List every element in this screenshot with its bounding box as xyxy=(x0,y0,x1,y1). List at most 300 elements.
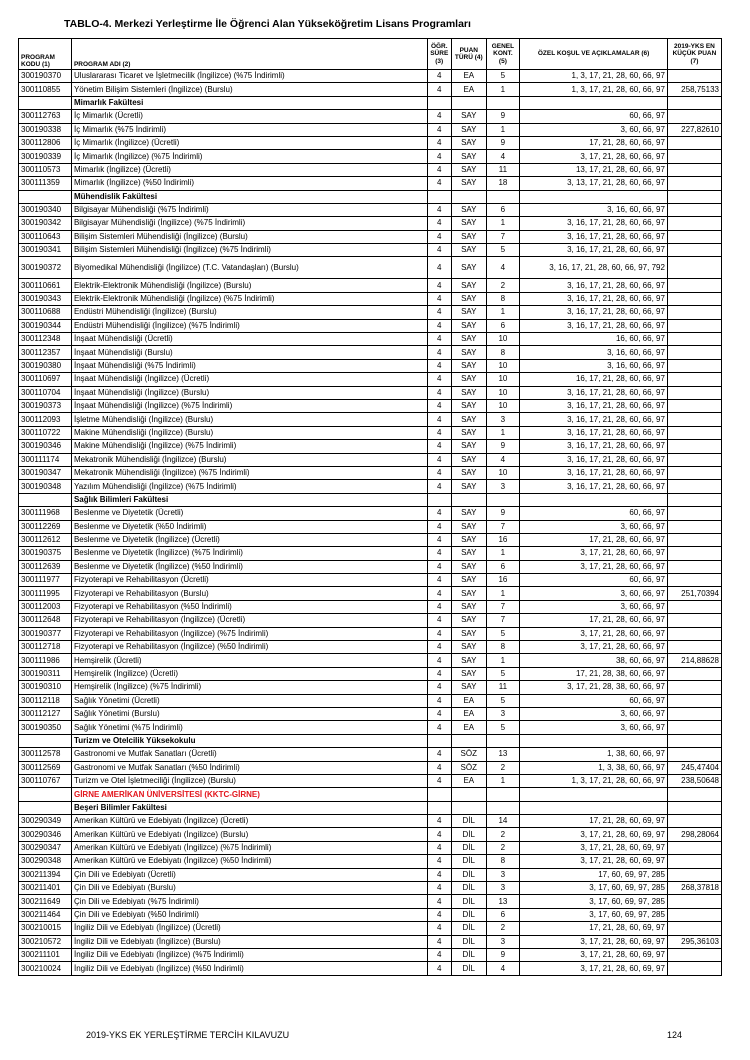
table-body xyxy=(19,70,722,976)
empty-cell xyxy=(520,734,668,747)
program-code: 300111986 xyxy=(19,654,72,667)
program-code: 300110704 xyxy=(19,386,72,399)
min-score xyxy=(667,681,721,694)
faculty-name: Beşeri Bilimler Fakültesi xyxy=(71,801,427,814)
header-quota: GENEL KONT. (5) xyxy=(486,39,520,70)
score-type: SAY xyxy=(451,681,486,694)
program-code: 300190348 xyxy=(19,480,72,493)
program-duration: 4 xyxy=(427,292,451,305)
special-conditions: 3, 16, 17, 21, 28, 60, 66, 97 xyxy=(520,453,668,466)
program-code: 300190380 xyxy=(19,359,72,372)
score-type: EA xyxy=(451,70,486,83)
header-duration: ÖĞR. SÜRE (3) xyxy=(427,39,451,70)
program-duration: 4 xyxy=(427,841,451,854)
general-quota: 8 xyxy=(486,641,520,654)
min-score xyxy=(667,333,721,346)
footer-guide-title: 2019-YKS EK YERLEŞTİRME TERCİH KILAVUZU xyxy=(86,1030,290,1040)
program-duration: 4 xyxy=(427,70,451,83)
min-score xyxy=(667,507,721,520)
faculty-name: Mimarlık Fakültesi xyxy=(71,96,427,109)
special-conditions: 3, 60, 66, 97 xyxy=(520,520,668,533)
program-name: Bilgisayar Mühendisliği (İngilizce) (%75 İndirimli) xyxy=(71,217,427,230)
table-row xyxy=(19,257,722,279)
min-score xyxy=(667,319,721,332)
program-name: Sağlık Yönetimi (Burslu) xyxy=(71,707,427,720)
min-score: 295,36103 xyxy=(667,935,721,948)
empty-cell xyxy=(667,190,721,203)
program-duration: 4 xyxy=(427,520,451,533)
program-name: İç Mimarlık (%75 İndirimli) xyxy=(71,123,427,136)
program-code: 300210572 xyxy=(19,935,72,948)
table-row xyxy=(19,841,722,854)
table-row xyxy=(19,600,722,613)
program-name: İnşaat Mühendisliği (Ücretli) xyxy=(71,333,427,346)
table-row xyxy=(19,641,722,654)
program-name: Amerikan Kültürü ve Edebiyatı (İngilizce) (Burslu) xyxy=(71,828,427,841)
table-row xyxy=(19,230,722,243)
program-duration: 4 xyxy=(427,177,451,190)
min-score xyxy=(667,177,721,190)
score-type: SAY xyxy=(451,533,486,546)
special-conditions: 1, 3, 17, 21, 28, 60, 66, 97 xyxy=(520,83,668,96)
empty-cell xyxy=(520,493,668,506)
general-quota: 8 xyxy=(486,292,520,305)
general-quota: 1 xyxy=(486,123,520,136)
program-duration: 4 xyxy=(427,373,451,386)
special-conditions: 60, 66, 97 xyxy=(520,694,668,707)
program-code: 300110688 xyxy=(19,306,72,319)
empty-cell xyxy=(486,788,520,801)
min-score xyxy=(667,279,721,292)
program-name: Fizyoterapi ve Rehabilitasyon (İngilizce) (%50 İndirimli) xyxy=(71,641,427,654)
score-type: DİL xyxy=(451,922,486,935)
program-name: Yönetim Bilişim Sistemleri (İngilizce) (Burslu) xyxy=(71,83,427,96)
score-type: SAY xyxy=(451,466,486,479)
general-quota: 5 xyxy=(486,667,520,680)
special-conditions: 60, 66, 97 xyxy=(520,110,668,123)
program-duration: 4 xyxy=(427,257,451,279)
empty-cell xyxy=(19,493,72,506)
score-type: DİL xyxy=(451,855,486,868)
empty-cell xyxy=(520,788,668,801)
table-row xyxy=(19,440,722,453)
program-duration: 4 xyxy=(427,908,451,921)
score-type: DİL xyxy=(451,962,486,975)
score-type: SAY xyxy=(451,333,486,346)
special-conditions: 3, 16, 17, 21, 28, 60, 66, 97 xyxy=(520,440,668,453)
special-conditions: 17, 21, 28, 60, 66, 97 xyxy=(520,614,668,627)
min-score xyxy=(667,547,721,560)
program-code: 300110661 xyxy=(19,279,72,292)
table-row xyxy=(19,667,722,680)
program-code: 300112093 xyxy=(19,413,72,426)
table-row xyxy=(19,70,722,83)
table-row xyxy=(19,882,722,895)
program-duration: 4 xyxy=(427,279,451,292)
special-conditions: 16, 17, 21, 28, 60, 66, 97 xyxy=(520,373,668,386)
min-score xyxy=(667,230,721,243)
program-duration: 4 xyxy=(427,426,451,439)
program-name: İnşaat Mühendisliği (%75 İndirimli) xyxy=(71,359,427,372)
empty-cell xyxy=(451,493,486,506)
score-type: SAY xyxy=(451,480,486,493)
program-code: 300190344 xyxy=(19,319,72,332)
special-conditions: 3, 16, 17, 21, 28, 60, 66, 97 xyxy=(520,319,668,332)
table-row xyxy=(19,908,722,921)
empty-cell xyxy=(520,801,668,814)
program-code: 300112269 xyxy=(19,520,72,533)
general-quota: 7 xyxy=(486,600,520,613)
general-quota: 10 xyxy=(486,399,520,412)
faculty-name: Mühendislik Fakültesi xyxy=(71,190,427,203)
min-score xyxy=(667,533,721,546)
empty-cell xyxy=(451,734,486,747)
general-quota: 14 xyxy=(486,815,520,828)
program-code: 300110697 xyxy=(19,373,72,386)
empty-cell xyxy=(427,190,451,203)
special-conditions: 17, 60, 69, 97, 285 xyxy=(520,868,668,881)
table-row xyxy=(19,962,722,975)
special-conditions: 16, 60, 66, 97 xyxy=(520,333,668,346)
general-quota: 2 xyxy=(486,922,520,935)
special-conditions: 3, 16, 17, 21, 28, 60, 66, 97 xyxy=(520,480,668,493)
min-score xyxy=(667,815,721,828)
program-name: İngiliz Dili ve Edebiyatı (İngilizce) (Ücretli) xyxy=(71,922,427,935)
program-code: 300190339 xyxy=(19,150,72,163)
program-duration: 4 xyxy=(427,600,451,613)
program-code: 300112118 xyxy=(19,694,72,707)
general-quota: 10 xyxy=(486,373,520,386)
min-score xyxy=(667,426,721,439)
program-code: 300112127 xyxy=(19,707,72,720)
empty-cell xyxy=(451,190,486,203)
table-row xyxy=(19,855,722,868)
program-name: Makine Mühendisliği (İngilizce) (Burslu) xyxy=(71,426,427,439)
general-quota: 10 xyxy=(486,359,520,372)
program-duration: 4 xyxy=(427,319,451,332)
score-type: DİL xyxy=(451,935,486,948)
table-row xyxy=(19,203,722,216)
table-row xyxy=(19,935,722,948)
general-quota: 9 xyxy=(486,949,520,962)
min-score xyxy=(667,574,721,587)
score-type: SAY xyxy=(451,453,486,466)
program-name: İnşaat Mühendisliği (İngilizce) (%75 İndirimli) xyxy=(71,399,427,412)
program-duration: 4 xyxy=(427,547,451,560)
table-row xyxy=(19,453,722,466)
program-name: Beslenme ve Diyetetik (İngilizce) (%50 İndirimli) xyxy=(71,560,427,573)
general-quota: 13 xyxy=(486,748,520,761)
program-code: 300190338 xyxy=(19,123,72,136)
special-conditions: 3, 16, 17, 21, 28, 60, 66, 97 xyxy=(520,306,668,319)
general-quota: 8 xyxy=(486,855,520,868)
program-duration: 4 xyxy=(427,203,451,216)
general-quota: 5 xyxy=(486,627,520,640)
program-name: Elektrik-Elektronik Mühendisliği (İngilizce) (%75 İndirimli) xyxy=(71,292,427,305)
general-quota: 7 xyxy=(486,520,520,533)
program-code: 300112357 xyxy=(19,346,72,359)
program-code: 300110722 xyxy=(19,426,72,439)
program-name: Fizyoterapi ve Rehabilitasyon (%50 İndirimli) xyxy=(71,600,427,613)
program-code: 300111995 xyxy=(19,587,72,600)
general-quota: 1 xyxy=(486,654,520,667)
program-name: Sağlık Yönetimi (%75 İndirimli) xyxy=(71,721,427,734)
score-type: SAY xyxy=(451,373,486,386)
general-quota: 8 xyxy=(486,346,520,359)
program-name: İç Mimarlık (Ücretli) xyxy=(71,110,427,123)
table-row xyxy=(19,399,722,412)
program-duration: 4 xyxy=(427,707,451,720)
program-name: Bilgisayar Mühendisliği (%75 İndirimli) xyxy=(71,203,427,216)
general-quota: 6 xyxy=(486,319,520,332)
general-quota: 7 xyxy=(486,230,520,243)
min-score xyxy=(667,627,721,640)
program-name: İnşaat Mühendisliği (İngilizce) (Ücretli) xyxy=(71,373,427,386)
empty-cell xyxy=(451,801,486,814)
score-type: SAY xyxy=(451,279,486,292)
empty-cell xyxy=(19,190,72,203)
general-quota: 11 xyxy=(486,681,520,694)
program-duration: 4 xyxy=(427,748,451,761)
program-name: Sağlık Yönetimi (Ücretli) xyxy=(71,694,427,707)
min-score: 214,88628 xyxy=(667,654,721,667)
program-code: 300290347 xyxy=(19,841,72,854)
program-name: İngiliz Dili ve Edebiyatı (İngilizce) (%75 İndirimli) xyxy=(71,949,427,962)
min-score xyxy=(667,641,721,654)
program-duration: 4 xyxy=(427,110,451,123)
special-conditions: 3, 17, 21, 28, 60, 69, 97 xyxy=(520,855,668,868)
program-name: Fizyoterapi ve Rehabilitasyon (İngilizce) (Ücretli) xyxy=(71,614,427,627)
min-score xyxy=(667,922,721,935)
program-code: 300190372 xyxy=(19,257,72,279)
general-quota: 6 xyxy=(486,203,520,216)
table-row xyxy=(19,507,722,520)
special-conditions: 3, 17, 21, 28, 60, 69, 97 xyxy=(520,949,668,962)
program-duration: 4 xyxy=(427,440,451,453)
score-type: SAY xyxy=(451,319,486,332)
program-duration: 4 xyxy=(427,828,451,841)
program-name: Mekatronik Mühendisliği (İngilizce) (%75 İndirimli) xyxy=(71,466,427,479)
general-quota: 1 xyxy=(486,547,520,560)
program-duration: 4 xyxy=(427,587,451,600)
program-name: Yazılım Mühendisliği (İngilizce) (%75 İndirimli) xyxy=(71,480,427,493)
program-code: 300112648 xyxy=(19,614,72,627)
special-conditions: 3, 60, 66, 97 xyxy=(520,587,668,600)
program-name: Beslenme ve Diyetetik (%50 İndirimli) xyxy=(71,520,427,533)
program-duration: 4 xyxy=(427,346,451,359)
university-name: GİRNE AMERİKAN ÜNİVERSİTESİ (KKTC-GİRNE) xyxy=(71,788,427,801)
empty-cell xyxy=(451,96,486,109)
program-name: İnşaat Mühendisliği (İngilizce) (Burslu) xyxy=(71,386,427,399)
general-quota: 2 xyxy=(486,828,520,841)
program-name: Makine Mühendisliği (İngilizce) (%75 İndirimli) xyxy=(71,440,427,453)
min-score xyxy=(667,721,721,734)
table-row xyxy=(19,244,722,257)
general-quota: 4 xyxy=(486,962,520,975)
special-conditions: 3, 60, 66, 97 xyxy=(520,600,668,613)
empty-cell xyxy=(427,493,451,506)
general-quota: 2 xyxy=(486,841,520,854)
score-type: SAY xyxy=(451,346,486,359)
general-quota: 2 xyxy=(486,761,520,774)
special-conditions: 3, 16, 17, 21, 28, 60, 66, 97 xyxy=(520,217,668,230)
program-duration: 4 xyxy=(427,641,451,654)
program-duration: 4 xyxy=(427,667,451,680)
min-score xyxy=(667,150,721,163)
general-quota: 1 xyxy=(486,217,520,230)
min-score xyxy=(667,667,721,680)
table-row xyxy=(19,480,722,493)
special-conditions: 3, 17, 60, 69, 97, 285 xyxy=(520,895,668,908)
table-row xyxy=(19,828,722,841)
min-score xyxy=(667,203,721,216)
program-name: İç Mimarlık (İngilizce) (%75 İndirimli) xyxy=(71,150,427,163)
program-code: 300190350 xyxy=(19,721,72,734)
special-conditions: 3, 17, 21, 28, 60, 69, 97 xyxy=(520,828,668,841)
program-code: 300110767 xyxy=(19,774,72,787)
program-duration: 4 xyxy=(427,681,451,694)
program-code: 300112806 xyxy=(19,136,72,149)
score-type: SAY xyxy=(451,150,486,163)
program-name: Gastronomi ve Mutfak Sanatları (Ücretli) xyxy=(71,748,427,761)
table-row xyxy=(19,359,722,372)
general-quota: 3 xyxy=(486,882,520,895)
program-name: Mimarlık (İngilizce) (Ücretli) xyxy=(71,163,427,176)
general-quota: 3 xyxy=(486,935,520,948)
min-score xyxy=(667,480,721,493)
score-type: DİL xyxy=(451,841,486,854)
program-duration: 4 xyxy=(427,654,451,667)
program-name: Beslenme ve Diyetetik (İngilizce) (%75 İndirimli) xyxy=(71,547,427,560)
score-type: DİL xyxy=(451,868,486,881)
min-score: 268,37818 xyxy=(667,882,721,895)
program-code: 300290349 xyxy=(19,815,72,828)
program-name: Bilişim Sistemleri Mühendisliği (İngilizce) (%75 İndirimli) xyxy=(71,244,427,257)
empty-cell xyxy=(427,96,451,109)
empty-cell xyxy=(667,493,721,506)
score-type: SAY xyxy=(451,203,486,216)
program-duration: 4 xyxy=(427,962,451,975)
special-conditions: 3, 17, 21, 28, 60, 66, 97 xyxy=(520,150,668,163)
general-quota: 3 xyxy=(486,707,520,720)
min-score xyxy=(667,600,721,613)
score-type: DİL xyxy=(451,949,486,962)
score-type: SAY xyxy=(451,177,486,190)
special-conditions: 3, 16, 17, 21, 28, 60, 66, 97 xyxy=(520,244,668,257)
program-duration: 4 xyxy=(427,230,451,243)
program-duration: 4 xyxy=(427,136,451,149)
score-type: SAY xyxy=(451,587,486,600)
table-row xyxy=(19,574,722,587)
program-code: 300211464 xyxy=(19,908,72,921)
program-duration: 4 xyxy=(427,895,451,908)
program-code: 300190341 xyxy=(19,244,72,257)
special-conditions: 60, 66, 97 xyxy=(520,574,668,587)
table-row xyxy=(19,949,722,962)
program-duration: 4 xyxy=(427,574,451,587)
score-type: DİL xyxy=(451,908,486,921)
score-type: SAY xyxy=(451,654,486,667)
program-name: Uluslararası Ticaret ve İşletmecilik (İngilizce) (%75 İndirimli) xyxy=(71,70,427,83)
special-conditions: 1, 3, 17, 21, 28, 60, 66, 97 xyxy=(520,70,668,83)
program-name: Biyomedikal Mühendisliği (İngilizce) (T.C. Vatandaşları) (Burslu) xyxy=(71,257,427,279)
table-row xyxy=(19,895,722,908)
program-name: Fizyoterapi ve Rehabilitasyon (Burslu) xyxy=(71,587,427,600)
special-conditions: 3, 16, 17, 21, 28, 60, 66, 97 xyxy=(520,426,668,439)
table-row xyxy=(19,761,722,774)
table-row xyxy=(19,533,722,546)
program-duration: 4 xyxy=(427,399,451,412)
special-conditions: 3, 16, 60, 66, 97 xyxy=(520,359,668,372)
program-duration: 4 xyxy=(427,761,451,774)
program-code: 300112639 xyxy=(19,560,72,573)
score-type: DİL xyxy=(451,815,486,828)
program-code: 300111977 xyxy=(19,574,72,587)
program-duration: 4 xyxy=(427,533,451,546)
special-conditions: 3, 16, 17, 21, 28, 60, 66, 97 xyxy=(520,292,668,305)
score-type: EA xyxy=(451,694,486,707)
program-duration: 4 xyxy=(427,244,451,257)
table-row xyxy=(19,163,722,176)
min-score xyxy=(667,386,721,399)
faculty-row xyxy=(19,96,722,109)
score-type: SAY xyxy=(451,399,486,412)
score-type: SAY xyxy=(451,600,486,613)
general-quota: 7 xyxy=(486,614,520,627)
program-duration: 4 xyxy=(427,855,451,868)
empty-cell xyxy=(19,96,72,109)
header-conditions: ÖZEL KOŞUL VE AÇIKLAMALAR (6) xyxy=(520,39,668,70)
min-score: 238,50648 xyxy=(667,774,721,787)
score-type: SAY xyxy=(451,217,486,230)
table-row xyxy=(19,292,722,305)
table-row xyxy=(19,306,722,319)
header-min-score: 2019-YKS EN KÜÇÜK PUAN (7) xyxy=(667,39,721,70)
table-row xyxy=(19,150,722,163)
program-code: 300112003 xyxy=(19,600,72,613)
program-name: Endüstri Mühendisliği (İngilizce) (%75 İndirimli) xyxy=(71,319,427,332)
min-score xyxy=(667,855,721,868)
general-quota: 5 xyxy=(486,694,520,707)
special-conditions: 17, 21, 28, 60, 69, 97 xyxy=(520,815,668,828)
program-name: Mimarlık (İngilizce) (%50 İndirimli) xyxy=(71,177,427,190)
program-name: Çin Dili ve Edebiyatı (%75 İndirimli) xyxy=(71,895,427,908)
general-quota: 3 xyxy=(486,480,520,493)
faculty-name: Turizm ve Otelcilik Yüksekokulu xyxy=(71,734,427,747)
general-quota: 9 xyxy=(486,136,520,149)
empty-cell xyxy=(19,801,72,814)
min-score xyxy=(667,520,721,533)
min-score xyxy=(667,244,721,257)
special-conditions: 3, 16, 60, 66, 97 xyxy=(520,346,668,359)
score-type: SÖZ xyxy=(451,761,486,774)
program-code: 300210024 xyxy=(19,962,72,975)
special-conditions: 1, 3, 38, 60, 66, 97 xyxy=(520,761,668,774)
program-name: Beslenme ve Diyetetik (Ücretli) xyxy=(71,507,427,520)
score-type: SAY xyxy=(451,667,486,680)
header-program-code: PROGRAM KODU (1) xyxy=(19,39,72,70)
program-name: Hemşirelik (İngilizce) (%75 İndirimli) xyxy=(71,681,427,694)
general-quota: 11 xyxy=(486,163,520,176)
special-conditions: 3, 16, 17, 21, 28, 60, 66, 97 xyxy=(520,386,668,399)
score-type: SAY xyxy=(451,641,486,654)
table-row xyxy=(19,547,722,560)
program-code: 300110573 xyxy=(19,163,72,176)
special-conditions: 17, 21, 28, 60, 66, 97 xyxy=(520,533,668,546)
program-duration: 4 xyxy=(427,815,451,828)
table-row xyxy=(19,627,722,640)
program-name: Çin Dili ve Edebiyatı (Ücretli) xyxy=(71,868,427,881)
